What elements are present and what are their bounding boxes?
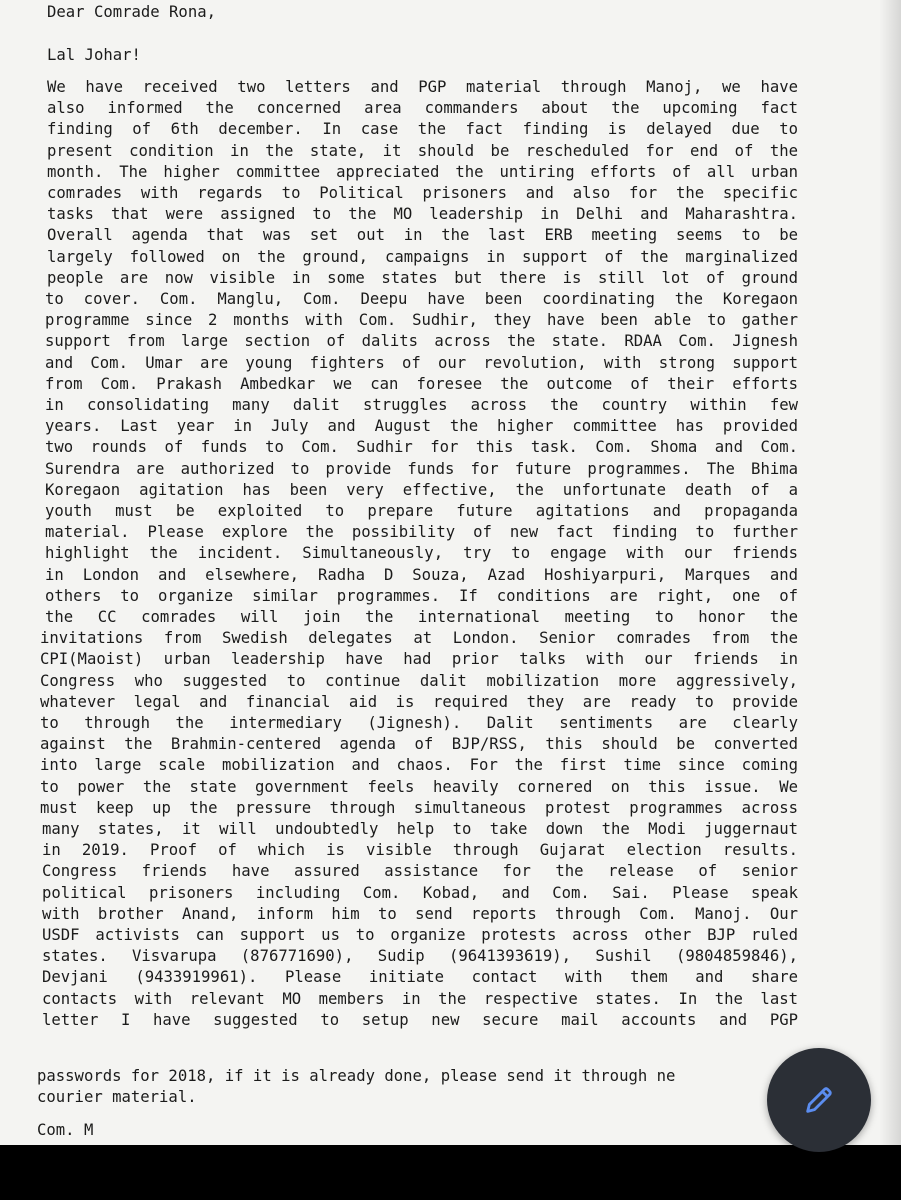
body-line: to cover. Com. Manglu, Com. Deepu have been coordinating the Koregaon: [45, 290, 798, 308]
body-line: to power the state government feels heavily cornered on this issue. We: [40, 777, 798, 796]
body-line: against the Brahmin-centered agenda of BJP/RSS, this should be converted: [40, 735, 798, 754]
body-line: Congress friends have assured assistance for the release of senior: [42, 862, 798, 881]
body-line: and Com. Umar are young fighters of our revolution, with strong support: [45, 353, 798, 372]
closing-line: courier material.: [37, 1088, 197, 1106]
body-line: contacts with relevant MO members in the respective states. In the last: [42, 989, 798, 1008]
body-line: states. Visvarupa (876771690), Sudip (9641393619), Sushil (9804859846),: [42, 947, 798, 966]
body-line: to through the intermediary (Jignesh). Dalit sentiments are clearly: [40, 714, 798, 732]
body-line: with brother Anand, inform him to send reports through Com. Manoj. Our: [42, 904, 798, 923]
edit-button[interactable]: [767, 1048, 871, 1152]
body-line: from Com. Prakash Ambedkar we can foresee the outcome of their efforts: [45, 374, 798, 393]
body-line: invitations from Swedish delegates at London. Senior comrades from the: [40, 629, 798, 648]
body-line: must keep up the pressure through simultaneous protest programmes across: [40, 798, 798, 817]
body-line: also informed the concerned area commanders about the upcoming fact: [47, 99, 798, 118]
bottom-bar: [0, 1145, 901, 1200]
body-line: whatever legal and financial aid is required they are ready to provide: [40, 692, 798, 711]
body-line: Koregaon agitation has been very effective, the unfortunate death of a: [45, 480, 798, 499]
body-line: Devjani (9433919961). Please initiate contact with them and share: [42, 968, 798, 987]
body-line: the CC comrades will join the international meeting to honor the: [45, 608, 798, 626]
body-line: finding of 6th december. In case the fact finding is delayed due to: [47, 120, 798, 139]
body-line: We have received two letters and PGP material through Manoj, we have: [47, 78, 798, 96]
body-line: Congress who suggested to continue dalit mobilization more aggressively,: [40, 671, 798, 690]
body-line: letter I have suggested to setup new secure mail accounts and PGP: [42, 1010, 798, 1029]
body-line: youth must be exploited to prepare future agitations and propaganda: [45, 502, 798, 520]
body-line: material. Please explore the possibility of new fact finding to further: [45, 523, 798, 542]
body-line: in consolidating many dalit struggles across the country within few: [45, 396, 798, 414]
body-line: CPI(Maoist) urban leadership have had prior talks with our friends in: [40, 650, 798, 669]
body-line: present condition in the state, it should be rescheduled for end of the: [47, 141, 798, 160]
body-line: highlight the incident. Simultaneously, try to engage with our friends: [45, 544, 798, 563]
body-line: two rounds of funds to Com. Sudhir for this task. Com. Shoma and Com.: [45, 438, 798, 457]
letter-salutation: Dear Comrade Rona,: [47, 3, 216, 21]
body-line: tasks that were assigned to the MO leadership in Delhi and Maharashtra.: [47, 205, 798, 224]
body-line: Surendra are authorized to provide funds for future programmes. The Bhima: [45, 459, 798, 478]
body-line: month. The higher committee appreciated the untiring efforts of all urban: [47, 162, 798, 181]
body-line: largely followed on the ground, campaigns in support of the marginalized: [47, 247, 798, 266]
body-line: USDF activists can support us to organize protests across other BJP ruled: [42, 926, 798, 944]
body-line: in London and elsewhere, Radha D Souza, Azad Hoshiyarpuri, Marques and: [45, 565, 798, 584]
body-line: in 2019. Proof of which is visible through Gujarat election results.: [42, 841, 798, 860]
body-line: people are now visible in some states but there is still lot of ground: [47, 268, 798, 287]
body-line: many states, it will undoubtedly help to take down the Modi juggernaut: [42, 820, 798, 838]
body-line: years. Last year in July and August the higher committee has provided: [45, 417, 798, 436]
pencil-icon: [802, 1083, 836, 1117]
body-line: comrades with regards to Political prisoners and also for the specific: [47, 184, 798, 202]
letter-greeting: Lal Johar!: [47, 46, 141, 64]
body-line: support from large section of dalits across the state. RDAA Com. Jignesh: [45, 332, 798, 351]
body-line: Overall agenda that was set out in the last ERB meeting seems to be: [47, 226, 798, 245]
body-line: programme since 2 months with Com. Sudhir, they have been able to gather: [45, 311, 798, 330]
body-line: others to organize similar programmes. If conditions are right, one of: [45, 586, 798, 605]
closing-line: passwords for 2018, if it is already done, please send it through ne: [37, 1067, 676, 1085]
letter-signature: Com. M: [37, 1121, 94, 1139]
body-line: political prisoners including Com. Kobad, and Com. Sai. Please speak: [42, 883, 798, 902]
body-line: into large scale mobilization and chaos. For the first time since coming: [40, 756, 798, 775]
